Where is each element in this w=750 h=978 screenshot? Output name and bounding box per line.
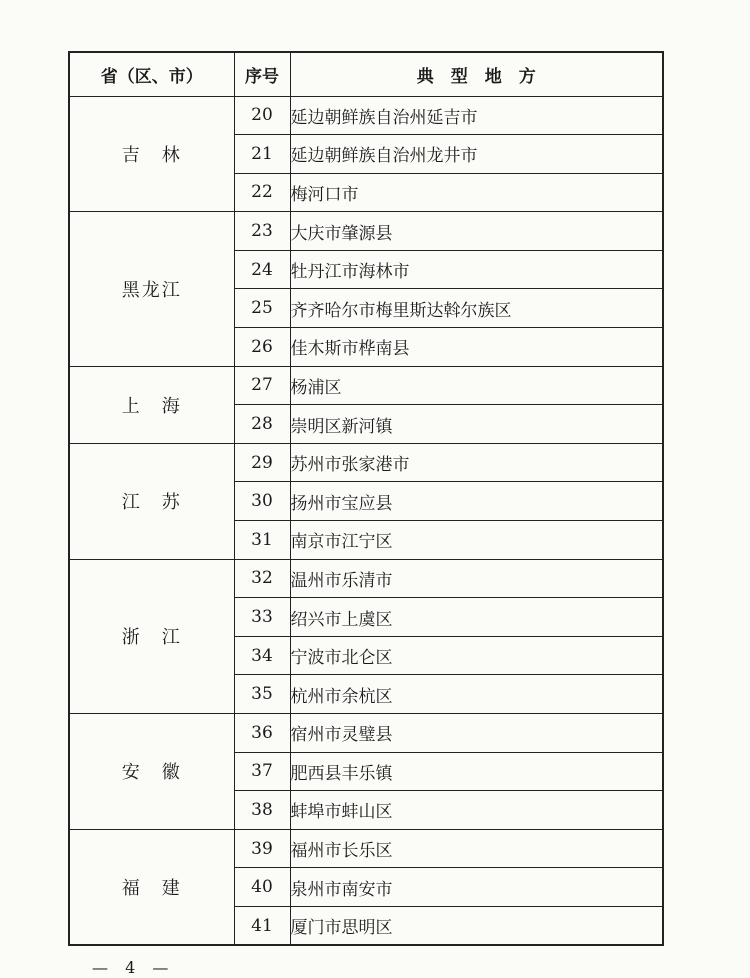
header-place: 典 型 地 方 (290, 52, 663, 96)
places-table (68, 51, 664, 946)
table-row (69, 559, 663, 598)
place-cell: 延边朝鲜族自治州延吉市 (290, 96, 663, 135)
seq-cell: 28 (234, 405, 290, 444)
seq-cell: 30 (234, 482, 290, 521)
header-seq: 序号 (234, 52, 290, 96)
place-cell: 厦门市思明区 (290, 906, 663, 945)
table-row (69, 212, 663, 251)
seq-cell: 40 (234, 868, 290, 907)
seq-cell: 27 (234, 366, 290, 405)
place-cell: 齐齐哈尔市梅里斯达斡尔族区 (290, 289, 663, 328)
seq-cell: 35 (234, 675, 290, 714)
seq-cell: 36 (234, 714, 290, 753)
place-cell: 佳木斯市桦南县 (290, 328, 663, 367)
place-cell: 梅河口市 (290, 173, 663, 212)
seq-cell: 29 (234, 443, 290, 482)
seq-cell: 33 (234, 598, 290, 637)
table-header-row (69, 52, 663, 96)
place-cell: 杭州市余杭区 (290, 675, 663, 714)
seq-cell: 24 (234, 250, 290, 289)
place-cell: 蚌埠市蚌山区 (290, 791, 663, 830)
seq-cell: 25 (234, 289, 290, 328)
page-number: — 4 — (92, 958, 175, 977)
province-cell: 黑龙江 (69, 212, 234, 366)
seq-cell: 32 (234, 559, 290, 598)
seq-cell: 37 (234, 752, 290, 791)
table-row (69, 829, 663, 868)
table-row (69, 443, 663, 482)
place-cell: 泉州市南安市 (290, 868, 663, 907)
seq-cell: 31 (234, 521, 290, 560)
seq-cell: 23 (234, 212, 290, 251)
header-province: 省（区、市） (69, 52, 234, 96)
province-cell: 安 徽 (69, 714, 234, 830)
place-cell: 牡丹江市海林市 (290, 250, 663, 289)
province-cell: 福 建 (69, 829, 234, 945)
place-cell: 福州市长乐区 (290, 829, 663, 868)
table-row (69, 714, 663, 753)
place-cell: 宁波市北仑区 (290, 636, 663, 675)
table-row (69, 366, 663, 405)
place-cell: 温州市乐清市 (290, 559, 663, 598)
place-cell: 扬州市宝应县 (290, 482, 663, 521)
place-cell: 崇明区新河镇 (290, 405, 663, 444)
table-body (69, 96, 663, 945)
seq-cell: 39 (234, 829, 290, 868)
seq-cell: 26 (234, 328, 290, 367)
place-cell: 南京市江宁区 (290, 521, 663, 560)
province-cell: 江 苏 (69, 443, 234, 559)
seq-cell: 41 (234, 906, 290, 945)
place-cell: 大庆市肇源县 (290, 212, 663, 251)
place-cell: 苏州市张家港市 (290, 443, 663, 482)
place-cell: 肥西县丰乐镇 (290, 752, 663, 791)
place-cell: 宿州市灵璧县 (290, 714, 663, 753)
province-cell: 吉 林 (69, 96, 234, 212)
seq-cell: 38 (234, 791, 290, 830)
seq-cell: 22 (234, 173, 290, 212)
place-cell: 绍兴市上虞区 (290, 598, 663, 637)
seq-cell: 34 (234, 636, 290, 675)
place-cell: 杨浦区 (290, 366, 663, 405)
seq-cell: 20 (234, 96, 290, 135)
province-cell: 上 海 (69, 366, 234, 443)
table-row (69, 96, 663, 135)
province-cell: 浙 江 (69, 559, 234, 713)
place-cell: 延边朝鲜族自治州龙井市 (290, 135, 663, 174)
seq-cell: 21 (234, 135, 290, 174)
